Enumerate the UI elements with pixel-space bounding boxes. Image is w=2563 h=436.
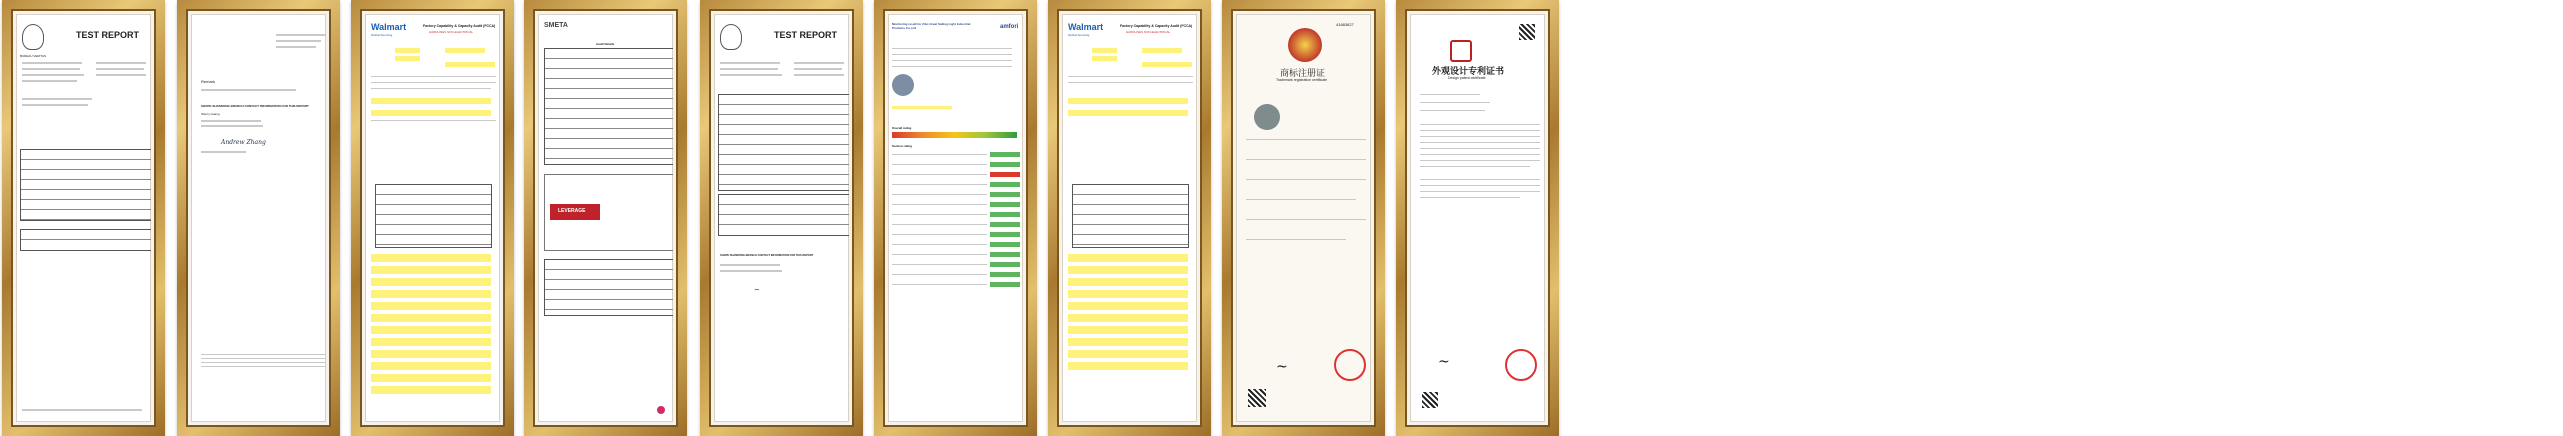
certificate-frame-3[interactable]	[351, 0, 514, 436]
certificate-frame-1[interactable]	[2, 0, 165, 436]
trademark-logo	[1254, 104, 1280, 130]
signature: ~	[754, 286, 760, 294]
trademark-title-cn: 商标注册证	[1280, 69, 1326, 79]
audit-details-title: Audit Details	[596, 42, 615, 46]
certificate-frame-7[interactable]	[1048, 0, 1211, 436]
contact-heading: SHOPE SHANDONG BRANCH CONTACT INFORMATION FOR THIS REPORT	[201, 104, 309, 108]
section-rating-label: Section rating	[892, 144, 913, 148]
info-table	[718, 94, 849, 191]
certificate-frame-9[interactable]	[1396, 0, 1559, 436]
logo-text: BUREAU VERITAS	[20, 54, 46, 58]
score-table	[375, 184, 492, 248]
certificate-frame-4[interactable]: SMETA Audit Details LEVERAGE	[524, 0, 687, 436]
overall-rating-label: Overall rating	[892, 126, 912, 130]
certificate-frame-6[interactable]	[874, 0, 1037, 436]
patent-office-logo	[1450, 40, 1472, 62]
rating-ring	[892, 74, 914, 96]
national-emblem	[1288, 28, 1322, 62]
walmart-logo: Walmart	[371, 22, 407, 32]
doc-title: TEST REPORT	[774, 30, 838, 40]
trademark-title-en: Trademark registration certificate	[1276, 78, 1328, 82]
contact-heading: SHOPE SHANDONG BRANCH CONTACT INFORMATION FOR THIS REPORT	[720, 254, 814, 257]
certificate-frame-8[interactable]	[1222, 0, 1385, 436]
audit-conducted-table	[544, 259, 673, 316]
director-signature: ~	[1438, 354, 1450, 370]
bureau-veritas-logo	[720, 24, 742, 50]
official-seal	[1334, 349, 1366, 381]
result-table	[20, 229, 151, 251]
registrar-signature: ~	[1276, 359, 1288, 375]
smeta-logo: SMETA	[544, 22, 568, 29]
patent-title-cn: 外观设计专利证书	[1432, 67, 1505, 77]
doc-title: TEST REPORT	[76, 30, 140, 40]
qr-code	[1519, 24, 1535, 40]
certificate-frame-5[interactable]	[700, 0, 863, 436]
certificate-frame-2[interactable]	[177, 0, 340, 436]
rating-scale	[892, 132, 1017, 138]
patent-title-en: Design patent certificate	[1448, 76, 1486, 80]
result-table	[718, 194, 849, 236]
qr-code	[1248, 389, 1266, 407]
amfori-logo: amfori	[1000, 24, 1019, 30]
audit-details-table	[544, 48, 673, 165]
score-table	[1072, 184, 1189, 248]
remark-label: Remark	[201, 79, 216, 84]
walmart-logo: Walmart	[1068, 22, 1104, 32]
page-dot	[657, 406, 665, 414]
contact-name: Sherry Huang	[201, 112, 220, 116]
fcca-subtitle: HARDLINES NON-ELECTRICAL	[1126, 30, 1171, 34]
monitoring-title: Monitoring result for Zibo Great Sailing Light Industrial Products Co.,Ltd	[892, 22, 971, 30]
walmart-sub: Global Sourcing	[1068, 33, 1090, 37]
cert-number: 41683627	[1336, 22, 1354, 27]
official-seal	[1505, 349, 1537, 381]
signature: Andrew Zhang	[221, 139, 266, 146]
fcca-title: Factory Capability & Capacity Audit (FCCA)	[1120, 24, 1193, 28]
fcca-title: Factory Capability & Capacity Audit (FCCA)	[423, 24, 496, 28]
qr-code-bottom	[1422, 392, 1438, 408]
bureau-veritas-logo	[22, 24, 44, 50]
fcca-subtitle: HARDLINES NON-ELECTRICAL	[429, 30, 474, 34]
info-table	[20, 149, 151, 221]
walmart-sub: Global Sourcing	[371, 33, 393, 37]
